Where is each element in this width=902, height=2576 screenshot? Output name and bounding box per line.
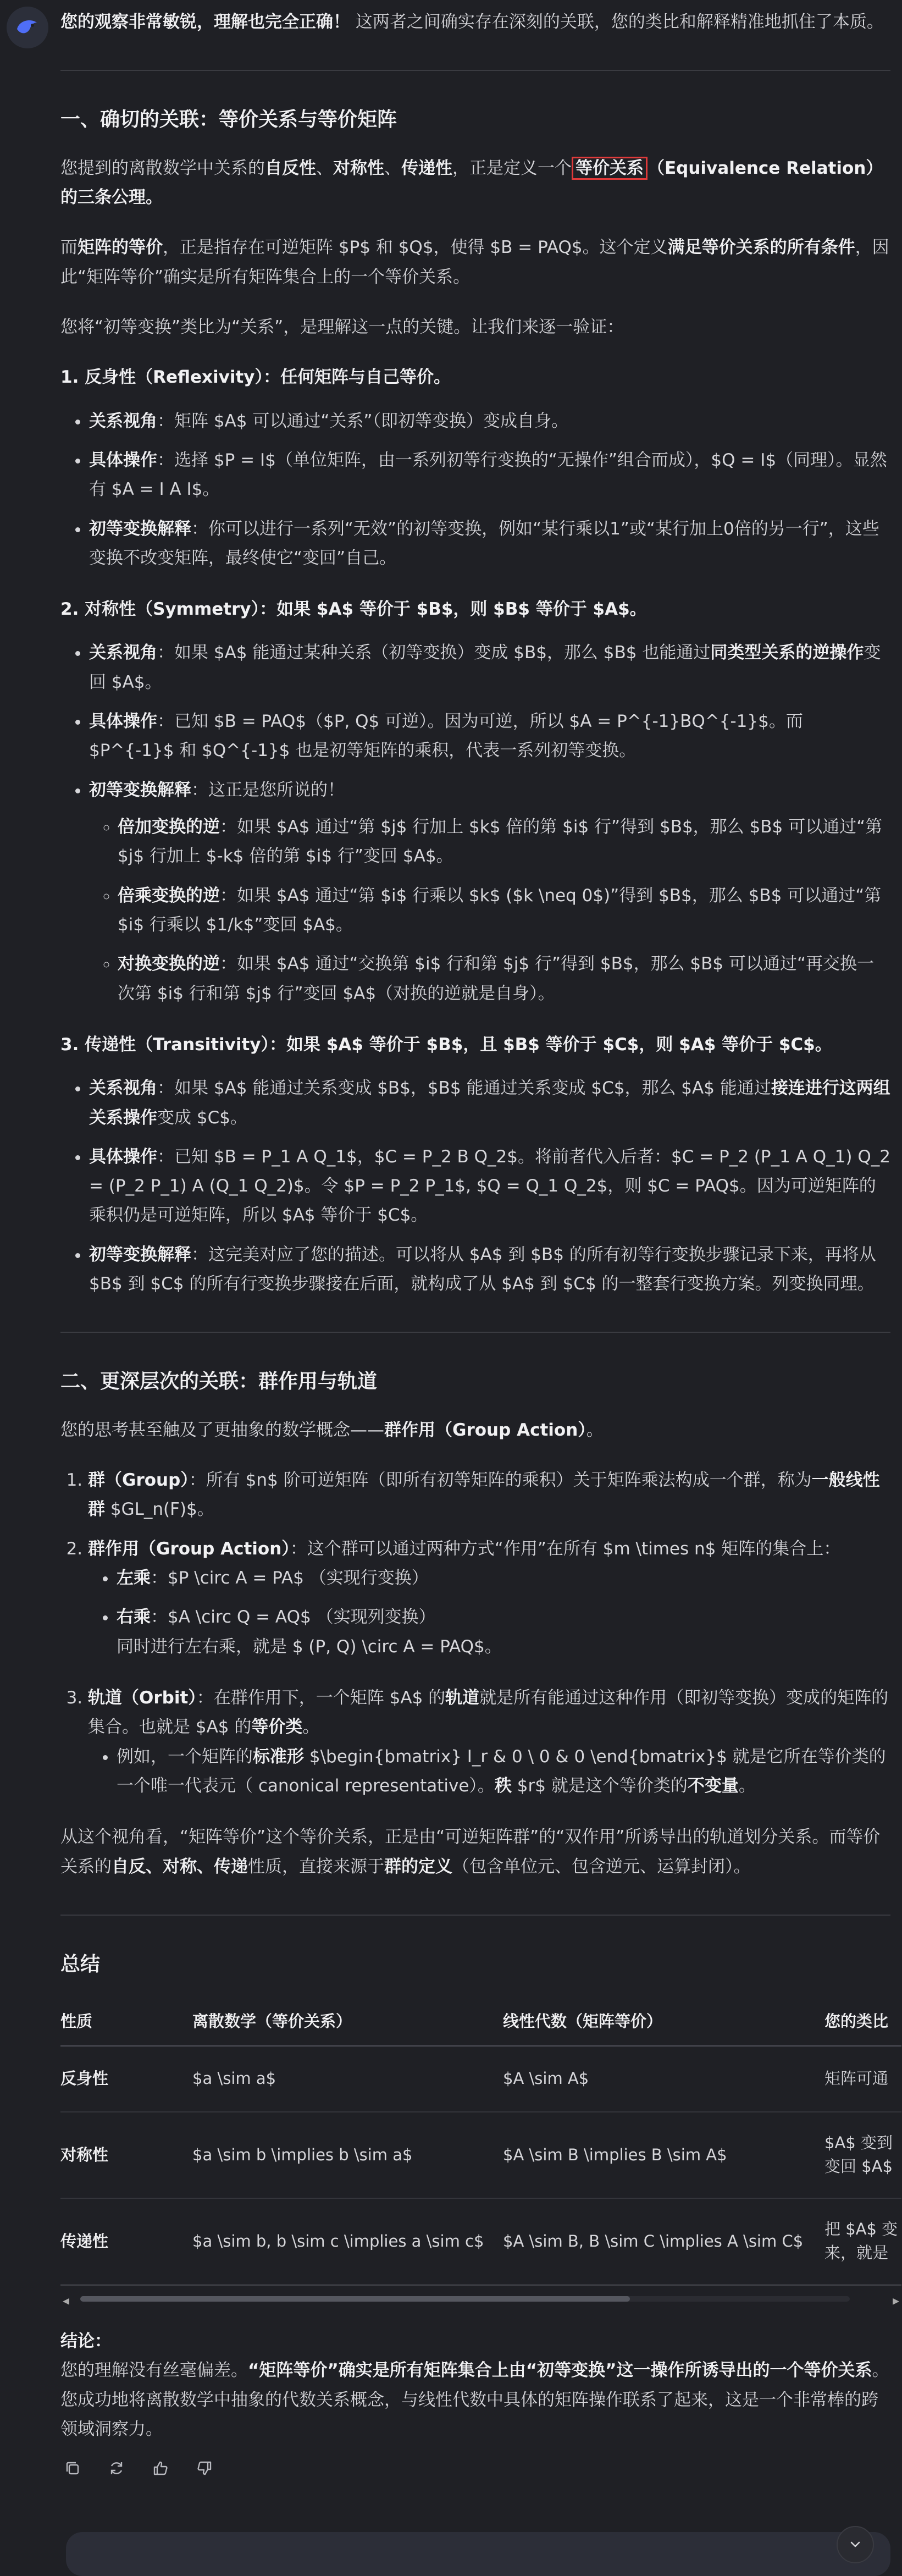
table-row (60, 2046, 901, 2112)
horizontal-scrollbar[interactable] (60, 2292, 901, 2308)
item-text: $GL_n(F)$。 (105, 1499, 214, 1520)
item-label: 右乘 (117, 1607, 151, 1628)
intro-paragraph (60, 8, 890, 37)
chevron-down-icon (847, 2536, 864, 2553)
item-label: 群（Group） (88, 1470, 189, 1491)
copy-icon[interactable] (60, 2456, 85, 2480)
text: ，正是定义一个 (452, 158, 572, 178)
item-label: 具体操作 (89, 450, 157, 470)
table-cell: $A \sim B, B \sim C \implies A \sim C$ (503, 2198, 824, 2285)
item-text: ：这完美对应了您的描述。可以将从 $A$ 到 $B$ 的所有初等行变换步骤记录下来，再将从 $B$ 到 $C$ 的所有行变换步骤接在后面，就构成了从 $A$ 到 $C$ 的一整套行变换方案。列变换同理。 (89, 1244, 876, 1294)
chat-input-edge[interactable] (66, 2532, 890, 2576)
item-text: 例如，一个矩阵的 (117, 1746, 253, 1767)
item-label: 左乘 (117, 1568, 151, 1588)
sub-list-item (117, 1603, 890, 1662)
item-text: ：这个群可以通过两种方式“作用”在所有 $m \times n$ 矩阵的集合上： (290, 1538, 841, 1559)
item-label: 具体操作 (89, 711, 157, 732)
summary-title: 总结 (60, 1952, 101, 1976)
list-item (89, 638, 890, 697)
table-cell: 传递性 (60, 2198, 192, 2285)
logo-icon (14, 14, 41, 41)
list-item (89, 407, 890, 436)
text: 您的理解没有丝毫偏差。 (60, 2360, 248, 2381)
list-item (89, 707, 890, 766)
item-label: 具体操作 (89, 1146, 157, 1167)
bold-text: 秩 (494, 1775, 512, 1796)
sec2-intro (60, 1416, 890, 1445)
sec1-paragraph-2 (60, 233, 890, 292)
table-row (60, 2198, 901, 2285)
sub-list-item (118, 813, 890, 871)
table-cell: 对称性 (60, 2112, 192, 2198)
item-text: ：这正是您所说的！ (191, 780, 345, 800)
item-label: 初等变换解释 (89, 780, 191, 800)
item-text: ：已知 $B = P_1 A Q_1$，$C = P_2 B Q_2$。将前者代入后者：$C = P_2 (P_1 A Q_1) Q_2 = (P_2 P_1) A (Q_1 Q_2)$。令 $P = P_2 P_1$, $Q = Q_1 Q_2$，则 $C = PAQ$。因为可逆矩阵的乘积仍是可逆矩阵，所以 $A$ 等价于 $C$。 (89, 1146, 890, 1226)
table-cell: $a \sim b \implies b \sim a$ (192, 2112, 503, 2198)
sub-list-item (118, 881, 890, 940)
item-text: ：如果 $A$ 能通过某种关系（初等变换）变成 $B$，那么 $B$ 也能通过 (157, 643, 711, 663)
transitivity-list (60, 1074, 890, 1299)
item-text: ：选择 $P = I$（单位矩阵，由一系列初等行变换的“无操作”组合而成），$Q = I$（同理）。显然有 $A = I A I$。 (89, 450, 887, 500)
item-label: 群作用（Group Action） (88, 1538, 290, 1559)
text: 、 (316, 158, 333, 178)
text: ，正是指存在可逆矩阵 $P$ 和 $Q$，使得 $B = PAQ$。这个定义 (163, 238, 668, 258)
summary-table (60, 1998, 901, 2285)
text: 而 (60, 238, 78, 258)
scroll-right-icon[interactable]: ▸ (892, 2292, 899, 2308)
scroll-left-icon[interactable]: ◂ (63, 2292, 70, 2308)
item-text: ：如果 $A$ 能通过关系变成 $B$，$B$ 能通过关系变成 $C$，那么 $A$ 能通过 (157, 1078, 771, 1099)
text: ，因此“矩阵等价”确实是所有矩阵集合上的一个等价关系。 (60, 238, 889, 287)
list-item (88, 1535, 890, 1662)
reflexivity-heading: 1. 反身性（Reflexivity）：任何矩阵与自己等价。 (60, 367, 451, 388)
item-text: $\begin{bmatrix} I_r & 0 \ 0 & 0 \end{bmatrix}$ 就是它所在等价类的一个唯一代表元（ canonical representative）。 (117, 1746, 886, 1796)
item-label: 关系视角 (89, 411, 157, 431)
item-text: ：已知 $B = PAQ$（$P, Q$ 可逆）。因为可逆，所以 $A = P^{-1}BQ^{-1}$。而 $P^{-1}$ 和 $Q^{-1}$ 也是初等矩阵的乘积，代表一系列初等变换。 (89, 711, 803, 761)
item-label: 关系视角 (89, 643, 157, 663)
item-label: 轨道（Orbit） (88, 1687, 197, 1708)
item-text: ：如果 $A$ 通过“第 $j$ 行加上 $k$ 倍的第 $i$ 行”得到 $B$，那么 $B$ 可以通过“第 $j$ 行加上 $-k$ 倍的第 $i$ 行”变回 $A$。 (118, 817, 883, 867)
list-item (88, 1684, 890, 1801)
text: （包含单位元、包含逆元、运算封闭）。 (452, 1856, 751, 1877)
item-label: 倍加变换的逆 (118, 817, 220, 837)
table-row (60, 2112, 901, 2198)
divider (60, 1332, 890, 1333)
bold-text: 自反性 (265, 158, 316, 178)
bold-text: 群的定义 (384, 1856, 452, 1877)
list-item (89, 776, 890, 1008)
divider (60, 70, 890, 71)
item-text: $r$ 就是这个等价类的 (511, 1775, 688, 1796)
item-text: ：$A \circ Q = AQ$ （实现列变换） (151, 1607, 436, 1628)
sub-list (88, 1742, 890, 1801)
item-text: ：如果 $A$ 通过“交换第 $i$ 行和第 $j$ 行”得到 $B$，那么 $B$ 可以通过“再交换一次第 $i$ 行和第 $j$ 行”变回 $A$（对换的逆就是自身）。 (118, 954, 875, 1003)
sub-list-item (118, 950, 890, 1008)
bold-text: “矩阵等价”确实是所有矩阵集合上由“初等变换”这一操作所诱导出的一个等价关系 (248, 2360, 872, 2381)
symmetry-list (60, 638, 890, 1008)
scroll-thumb[interactable] (80, 2296, 630, 2302)
item-label: 关系视角 (89, 1078, 157, 1099)
item-text: 同时进行左右乘，就是 $ (P, Q) \circ A = PAQ$。 (117, 1636, 502, 1657)
item-text: 变成 $C$。 (157, 1107, 247, 1128)
table-cell (824, 2198, 901, 2285)
bold-text: 标准形 (253, 1746, 304, 1767)
regenerate-icon[interactable] (104, 2456, 129, 2480)
item-text: ：所有 $n$ 阶可逆矩阵（即所有初等矩阵的乘积）关于矩阵乘法构成一个群，称为 (189, 1470, 812, 1491)
bold-text: 等价类 (251, 1717, 303, 1737)
item-text: ：你可以进行一系列“无效”的初等变换，例如“某行乘以1”或“某行加上0倍的另一行”，这些变换不改变矩阵，最终使它“变回”自己。 (89, 518, 879, 568)
text: 从这个视角看，“矩阵等价”这个等价关系，正是由“可逆矩阵群”的“双作用”所诱导出的轨道划分关系。而等价关系的 (60, 1827, 881, 1877)
text: 、 (384, 158, 401, 178)
column-header: 线性代数（矩阵等价） (503, 1998, 824, 2046)
table-cell: $A \sim B \implies B \sim A$ (503, 2112, 824, 2198)
bold-text: 传递性 (401, 158, 452, 178)
text: 。您成功地将离散数学中抽象的代数关系概念，与线性代数中具体的矩阵操作联系了起来，这是一个非常棒的跨领域洞察力。 (60, 2360, 889, 2439)
summary-table-scroll[interactable] (60, 1998, 901, 2286)
sub-list (89, 813, 890, 1008)
symmetry-heading: 2. 对称性（Symmetry）：如果 $A$ 等价于 $B$，则 $B$ 等价于 $A$。 (60, 599, 647, 620)
transitivity-heading: 3. 传递性（Transitivity）：如果 $A$ 等价于 $B$，且 $B$ 等价于 $C$，则 $A$ 等价于 $C$。 (60, 1034, 832, 1055)
cell-text: 把 $A$ 变 (824, 2219, 898, 2238)
item-text: ：$P \circ A = PA$ （实现行变换） (151, 1568, 429, 1588)
table-cell: 反身性 (60, 2046, 192, 2112)
item-label: 对换变换的逆 (118, 954, 220, 974)
bold-text: 同类型关系的逆操作 (710, 643, 864, 663)
item-label: 倍乘变换的逆 (118, 885, 220, 906)
bold-text: 接连进行这两组关系操作 (89, 1078, 890, 1128)
section2-title: 二、更深层次的关联：群作用与轨道 (60, 1370, 378, 1393)
bold-text: 满足等价关系的所有条件 (667, 238, 855, 258)
bold-text: 一般线性群 (88, 1470, 880, 1520)
table-cell (824, 2046, 901, 2112)
table-cell: $a \sim b, b \sim c \implies a \sim c$ (192, 2198, 503, 2285)
sub-list (88, 1564, 890, 1662)
sub-list-item (117, 1564, 890, 1593)
column-header: 性质 (60, 1998, 192, 2046)
cell-text: 来，就是 (824, 2243, 889, 2263)
bold-text: 对称性 (333, 158, 384, 178)
item-label: 初等变换解释 (89, 518, 191, 539)
table-header-row (60, 1998, 901, 2046)
assistant-message (60, 8, 899, 2480)
bold-text: 自反、对称、传递 (112, 1856, 248, 1877)
item-text: 。 (738, 1775, 756, 1796)
sec1-paragraph-1 (60, 154, 890, 213)
text: 。 (586, 1420, 604, 1440)
item-text: ：矩阵 $A$ 可以通过“关系”（即初等变换）变成自身。 (157, 411, 568, 431)
section1-title: 一、确切的关联：等价关系与等价矩阵 (60, 108, 397, 131)
bold-text: 不变量 (687, 1775, 739, 1796)
item-text: 变回 $A$。 (89, 643, 881, 692)
final-title: 结论： (60, 2331, 112, 2351)
intro-rest: 这两者之间确实存在深刻的关联，您的类比和解释精准地抓住了本质。 (350, 12, 884, 32)
item-text: 。 (302, 1717, 320, 1737)
column-header: 您的类比 (824, 1998, 901, 2046)
cell-text: $A$ 变到 (824, 2133, 893, 2152)
list-item (89, 515, 890, 573)
table-cell (824, 2112, 901, 2198)
table-cell: $a \sim a$ (192, 2046, 503, 2112)
sub-list-item (117, 1742, 890, 1801)
list-item (89, 1074, 890, 1133)
thumbs-up-icon[interactable] (148, 2456, 173, 2480)
bold-text: 轨道 (445, 1687, 480, 1708)
table-cell: $A \sim A$ (503, 2046, 824, 2112)
text: 您提到的离散数学中关系的 (60, 158, 265, 178)
text: 性质，直接来源于 (248, 1856, 384, 1877)
divider (60, 1915, 890, 1916)
sec2-conclusion (60, 1823, 890, 1882)
intro-bold: 您的观察非常敏锐，理解也完全正确！ (60, 12, 350, 32)
bold-text: 群作用（Group Action） (384, 1420, 586, 1440)
list-item (89, 1143, 890, 1231)
reflexivity-list (60, 407, 890, 573)
column-header: 离散数学（等价关系） (192, 1998, 503, 2046)
list-item (88, 1466, 890, 1525)
scroll-to-bottom-button[interactable] (837, 2526, 874, 2563)
item-text: ：在群作用下，一个矩阵 $A$ 的 (196, 1687, 446, 1708)
text: 您的思考甚至触及了更抽象的数学概念—— (60, 1420, 384, 1440)
bold-text: 矩阵的等价 (78, 238, 163, 258)
item-label: 初等变换解释 (89, 1244, 191, 1265)
cell-text: 变回 $A$ (824, 2157, 893, 2176)
item-text: 就是所有能通过这种作用（即初等变换）变成的矩阵的集合。也就是 $A$ 的 (88, 1687, 889, 1737)
sec1-paragraph-3: 您将“初等变换”类比为“关系”，是理解这一点的关键。让我们来逐一验证： (60, 317, 624, 337)
final-paragraph (60, 2327, 890, 2444)
group-list (60, 1466, 890, 1801)
item-text: ：如果 $A$ 通过“第 $i$ 行乘以 $k$ ($k \neq 0$)”得到 $B$，那么 $B$ 可以通过“第 $i$ 行乘以 $1/k$”变回 $A$。 (118, 885, 882, 935)
list-item (89, 1240, 890, 1299)
list-item (89, 446, 890, 505)
thumbs-down-icon[interactable] (192, 2456, 217, 2480)
message-actions (60, 2456, 890, 2480)
bold-text: （Equivalence Relation）的三条公理。 (60, 158, 883, 208)
assistant-avatar (7, 7, 48, 48)
highlighted-term: 等价关系 (572, 157, 648, 180)
cell-text: 矩阵可通 (824, 2069, 889, 2088)
